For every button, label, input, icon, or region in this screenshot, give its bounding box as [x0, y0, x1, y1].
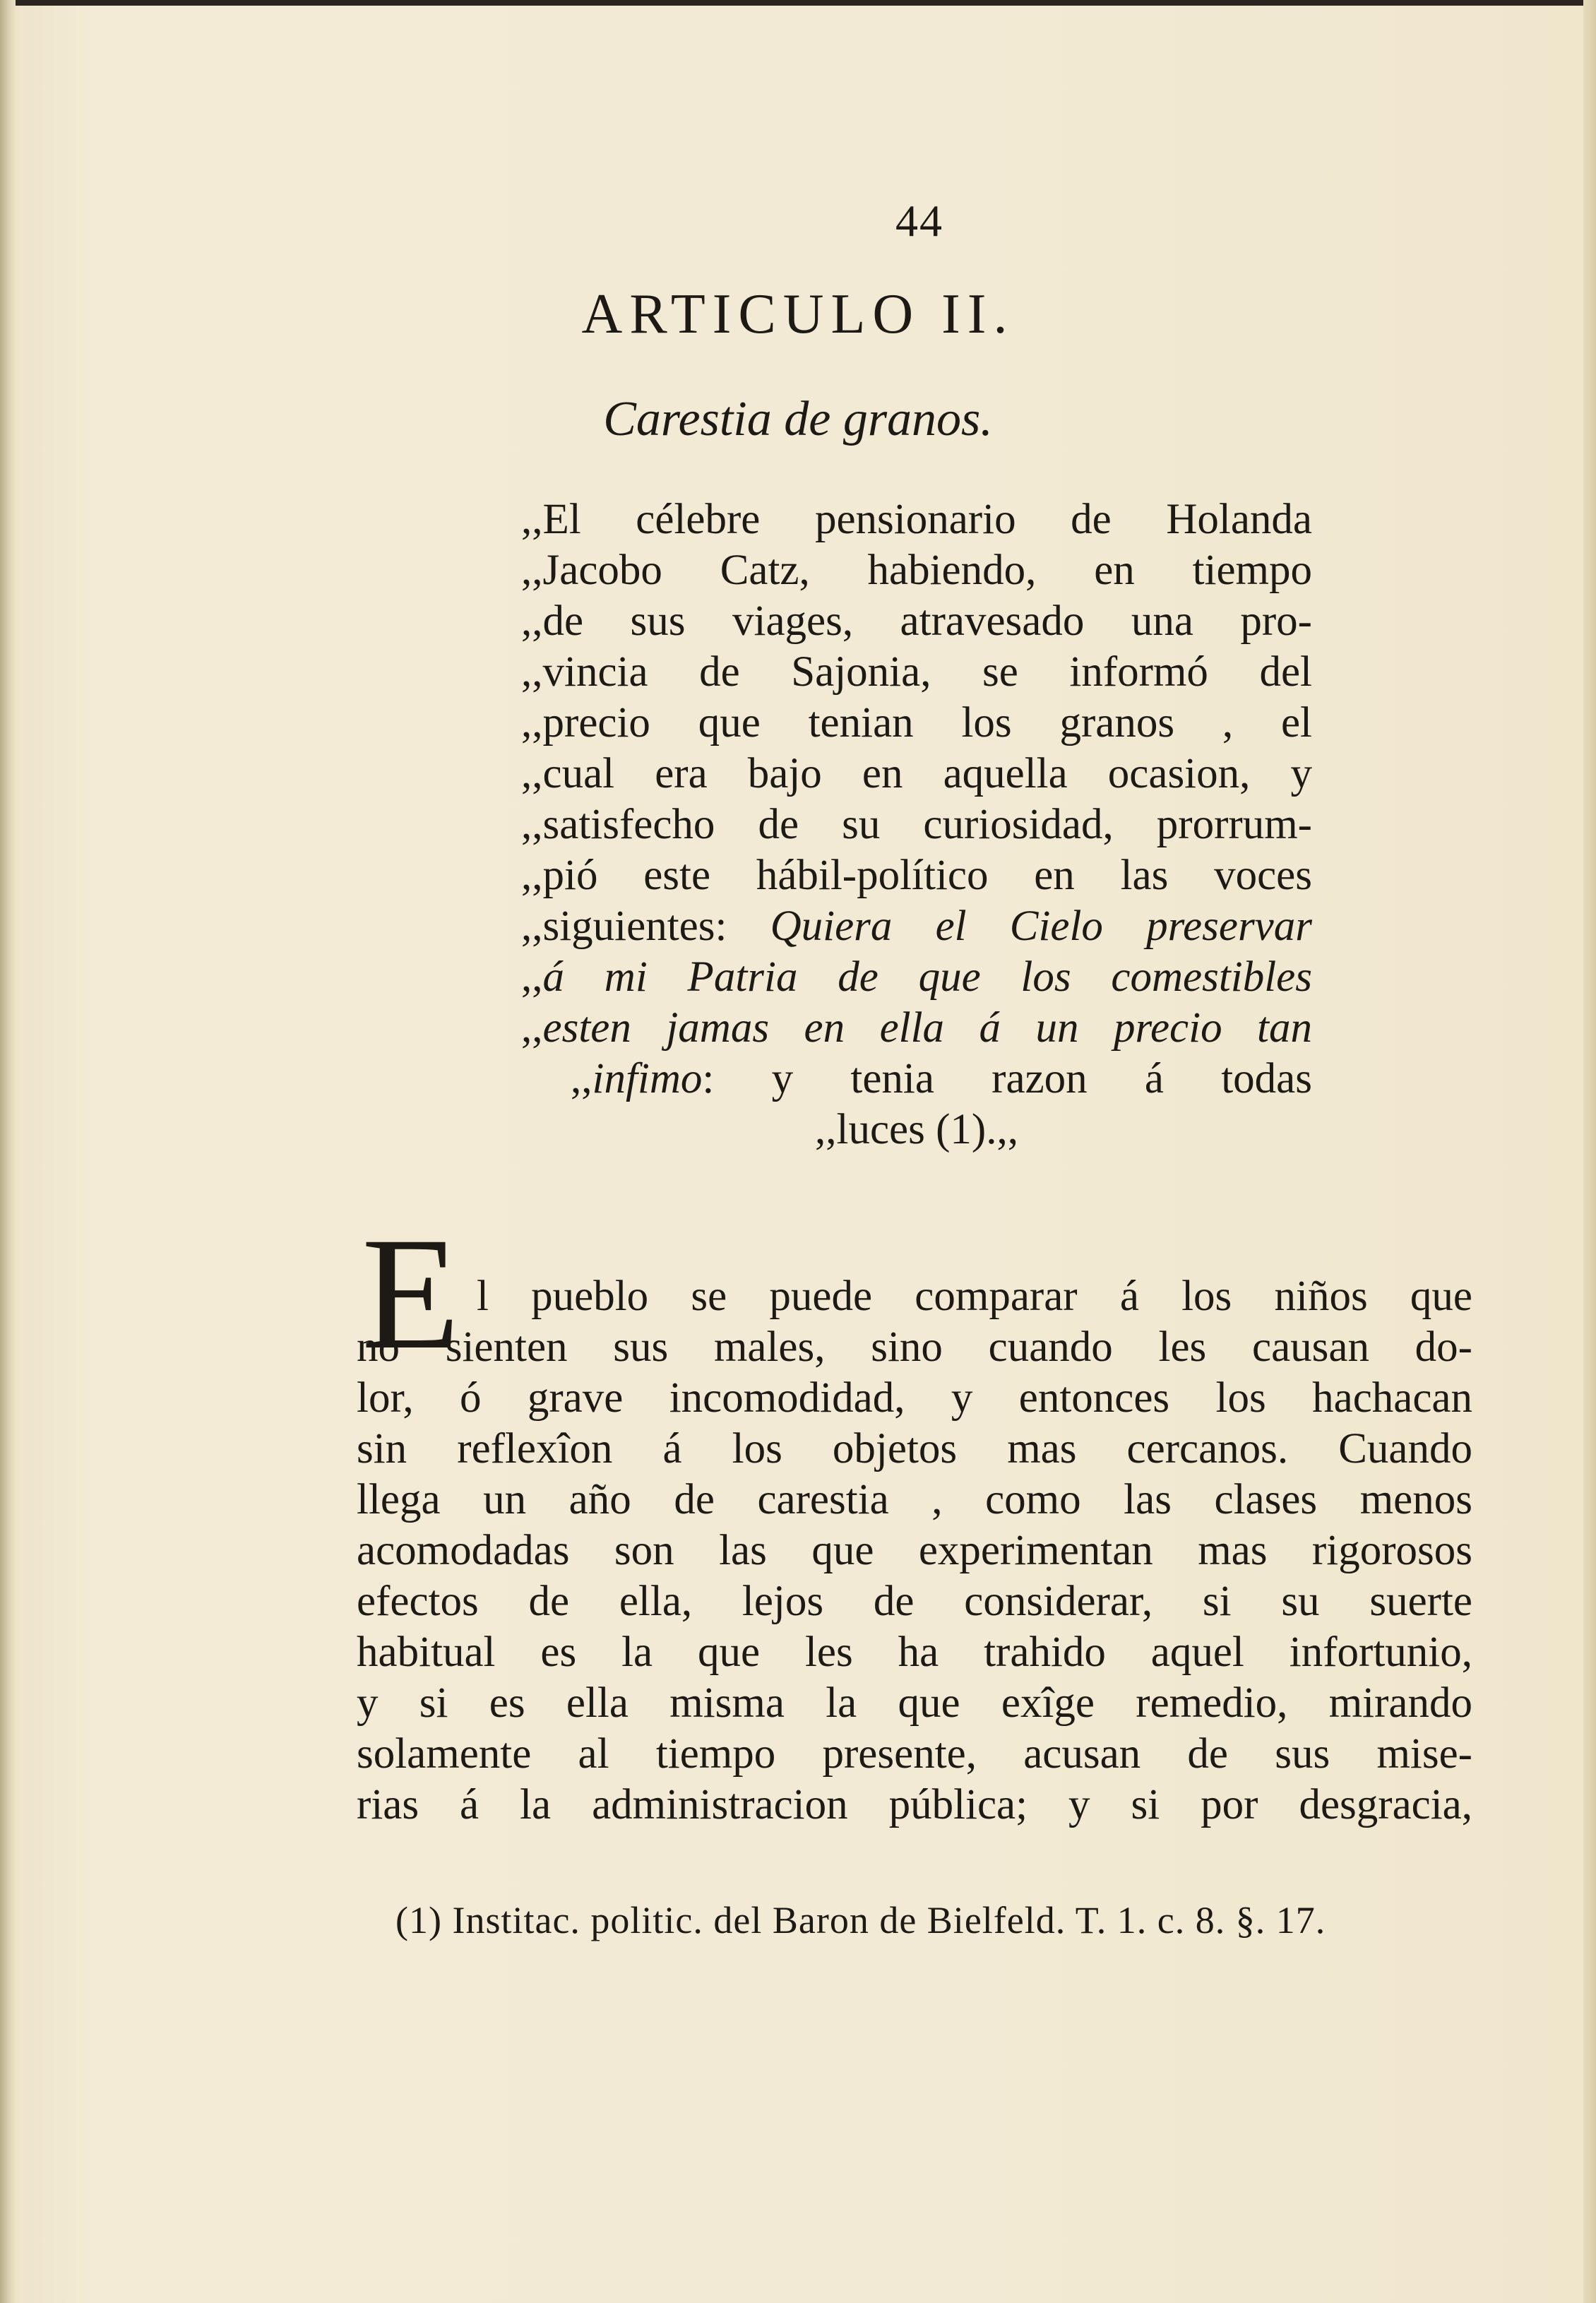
- body-line: sin reflexîon á los objetos mas cercanos. Cuando: [357, 1425, 1472, 1472]
- quote-line: ,,infimo: y tenia razon á todas: [571, 1055, 1312, 1102]
- article-subheading: Carestia de granos.: [603, 392, 993, 446]
- body-line: llega un año de carestia , como las clases menos: [357, 1476, 1472, 1523]
- article-heading: ARTICULO II.: [581, 283, 1015, 345]
- quote-line: ,,Jacobo Catz, habiendo, en tiempo: [521, 547, 1312, 594]
- quote-line: ,,de sus viages, atravesado una pro-: [521, 597, 1312, 645]
- quote-line: ,,El célebre pensionario de Holanda: [521, 496, 1312, 543]
- body-line: acomodadas son las que experimentan mas rigorosos: [357, 1527, 1472, 1574]
- body-line: l pueblo se puede comparar á los niños que: [477, 1273, 1472, 1320]
- quote-line: ,,luces (1).,,: [815, 1106, 1018, 1153]
- quote-line: ,,cual era bajo en aquella ocasion, y: [521, 750, 1312, 797]
- quotation-block: [521, 494, 1312, 1155]
- body-line: rias á la administracion pública; y si por desgracia,: [357, 1781, 1472, 1828]
- page-number: 44: [895, 196, 943, 246]
- body-line: solamente al tiempo presente, acusan de sus mise-: [357, 1730, 1472, 1778]
- quote-line: ,,á mi Patria de que los comestibles: [521, 953, 1312, 1001]
- footnote: (1) Institac. politic. del Baron de Bielfeld. T. 1. c. 8. §. 17.: [395, 1899, 1326, 1941]
- quote-line: ,,pió este hábil-político en las voces: [521, 852, 1312, 899]
- quote-line: ,,esten jamas en ella á un precio tan: [521, 1004, 1312, 1052]
- body-line: habitual es la que les ha trahido aquel infortunio,: [357, 1629, 1472, 1676]
- body-line: no sienten sus males, sino cuando les causan do-: [357, 1323, 1472, 1371]
- page-top-edge: [0, 0, 1596, 6]
- quote-line: ,,precio que tenian los granos , el: [521, 699, 1312, 746]
- body-line: efectos de ella, lejos de considerar, si su suerte: [357, 1578, 1472, 1625]
- quote-line: ,,satisfecho de su curiosidad, prorrum-: [521, 801, 1312, 848]
- quote-line: ,,siguientes: Quiera el Cielo preservar: [521, 903, 1312, 950]
- quote-line: ,,vincia de Sajonia, se informó del: [521, 648, 1312, 696]
- body-line: lor, ó grave incomodidad, y entonces los hachacan: [357, 1374, 1472, 1422]
- body-line: y si es ella misma la que exîge remedio, mirando: [357, 1679, 1472, 1727]
- drop-cap: E: [362, 1205, 460, 1383]
- body-paragraph: [357, 1271, 1472, 1831]
